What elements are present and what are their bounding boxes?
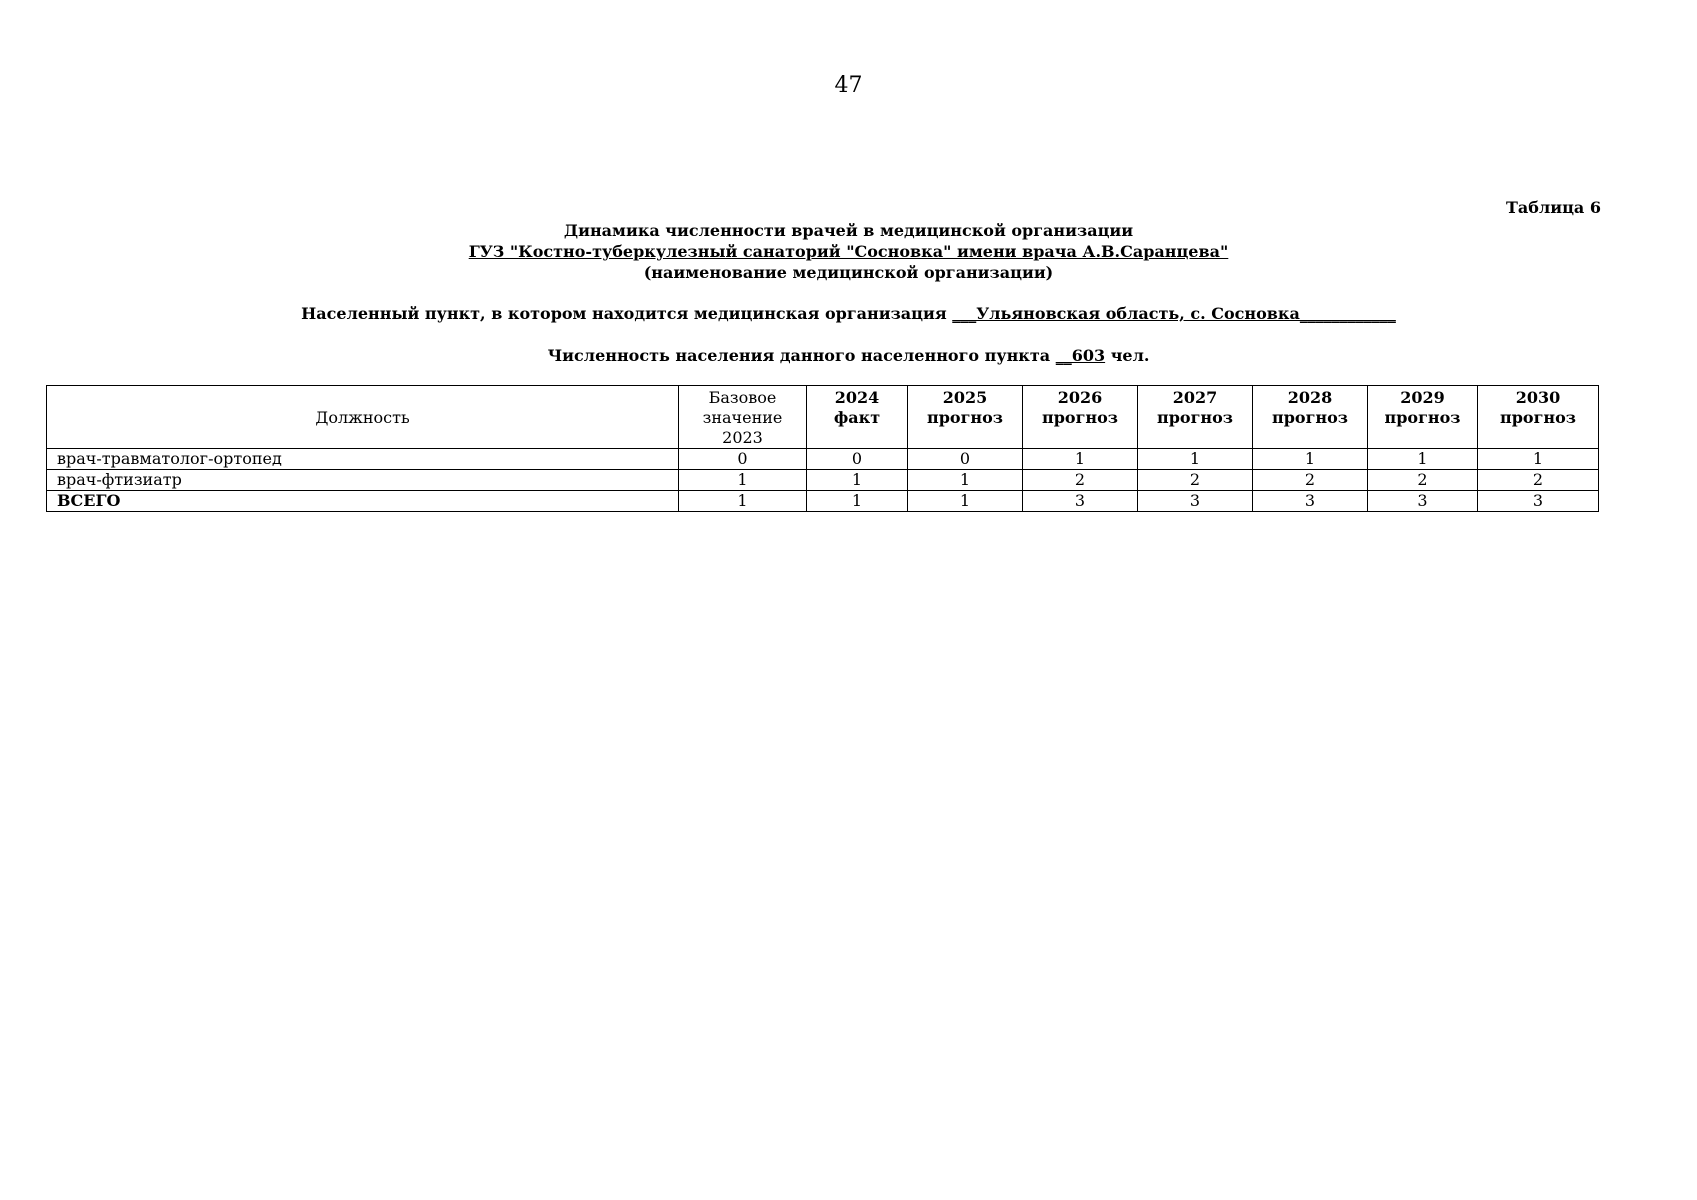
year-label: 2025 [942,388,988,407]
base-header-line: 2023 [722,428,763,447]
table-header-row [47,386,1599,449]
settlement-value: ___Ульяновская область, с. Сосновка____________ [952,304,1396,323]
table-cell: 2 [1478,470,1599,491]
table-cell: 0 [807,449,908,470]
year-header-2025 [908,386,1023,449]
table-cell: 1 [807,491,908,512]
year-kind: прогноз [927,408,1003,427]
position-header: Должность [47,386,679,449]
table-cell: 2 [1023,470,1138,491]
table-row [47,470,1599,491]
year-label: 2024 [834,388,880,407]
document-title [0,220,1697,283]
year-label: 2027 [1172,388,1218,407]
table-cell: 3 [1253,491,1368,512]
title-line: Динамика численности врачей в медицинской организации [563,221,1134,240]
population-unit: чел. [1110,346,1150,365]
population-value: __603 [1055,346,1106,365]
year-kind: прогноз [1272,408,1348,427]
table-cell: 1 [1138,449,1253,470]
year-header-2026 [1023,386,1138,449]
table-cell: 1 [908,491,1023,512]
table-label: Таблица 6 [1506,198,1601,217]
table-cell: 2 [1253,470,1368,491]
year-kind: прогноз [1384,408,1461,427]
year-label: 2030 [1515,388,1561,407]
base-value-header [679,386,807,449]
year-label: 2029 [1400,388,1445,407]
table-cell: 3 [1368,491,1478,512]
population-label: Численность населения данного населенного пункта [547,346,1051,365]
table-cell: 2 [1138,470,1253,491]
year-kind: прогноз [1500,408,1576,427]
year-header-2024 [807,386,908,449]
table-cell: 1 [679,491,807,512]
year-header-2027 [1138,386,1253,449]
year-kind: прогноз [1157,408,1233,427]
table-cell: 0 [679,449,807,470]
table-cell: 0 [908,449,1023,470]
year-header-2028 [1253,386,1368,449]
page-number: 47 [834,73,863,98]
table-cell: 1 [807,470,908,491]
position-name: врач-фтизиатр [47,470,679,491]
total-label: ВСЕГО [47,491,679,512]
table-cell: 1 [679,470,807,491]
year-label: 2028 [1287,388,1333,407]
table-row [47,449,1599,470]
organization-name: ГУЗ "Костно-туберкулезный санаторий "Сосновка" имени врача А.В.Саранцева" [468,242,1229,261]
population-line [0,346,1697,365]
doctors-table [46,385,1599,512]
year-label: 2026 [1057,388,1103,407]
organization-caption: (наименование медицинской организации) [643,263,1054,282]
table-cell: 1 [1478,449,1599,470]
table-cell: 1 [908,470,1023,491]
year-header-2029 [1368,386,1478,449]
total-row [47,491,1599,512]
table-cell: 1 [1253,449,1368,470]
settlement-line [0,304,1697,323]
base-header-line: значение [702,408,783,427]
table-cell: 3 [1023,491,1138,512]
base-header-line: Базовое [708,388,777,407]
table-cell: 3 [1478,491,1599,512]
year-kind: факт [833,408,881,427]
year-kind: прогноз [1042,408,1118,427]
table-cell: 1 [1368,449,1478,470]
year-header-2030 [1478,386,1599,449]
table-cell: 2 [1368,470,1478,491]
settlement-label: Населенный пункт, в котором находится медицинская организация [301,304,947,323]
table-cell: 1 [1023,449,1138,470]
position-name: врач-травматолог-ортопед [47,449,679,470]
table-cell: 3 [1138,491,1253,512]
